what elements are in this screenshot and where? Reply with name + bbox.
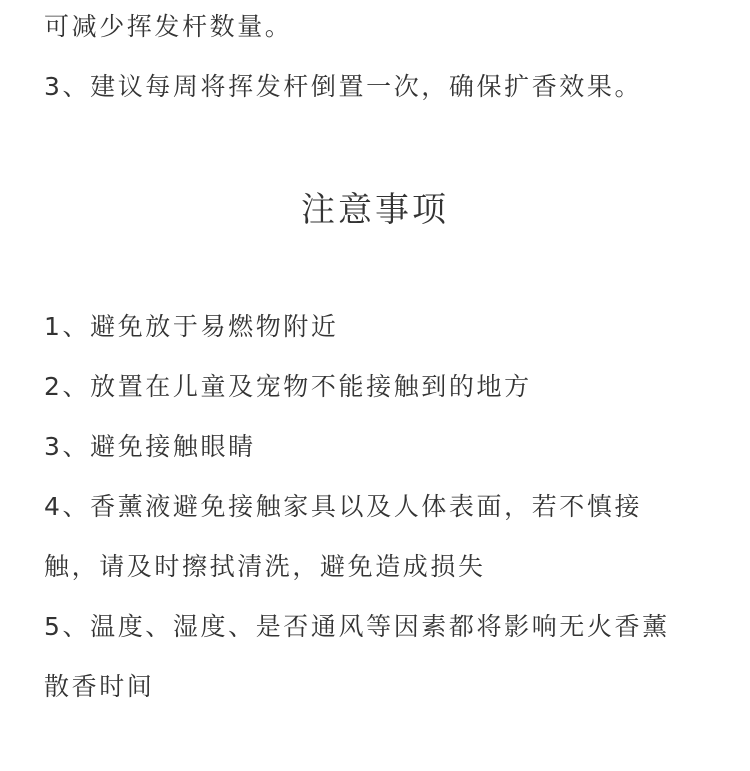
note-item-5-line-2: 散香时间: [44, 672, 155, 701]
note-item-3: 3、避免接触眼睛: [44, 432, 256, 461]
note-item-2: 2、放置在儿童及宠物不能接触到的地方: [44, 372, 532, 401]
note-item-4-line-1: 4、香薰液避免接触家具以及人体表面，若不慎接: [44, 492, 643, 521]
note-item-4-line-2: 触，请及时擦拭清洗，避免造成损失: [44, 552, 486, 581]
usage-tip-3: 3、建议每周将挥发杆倒置一次，确保扩香效果。: [44, 72, 643, 101]
usage-continuation-text: 可减少挥发杆数量。: [44, 12, 293, 41]
note-item-1: 1、避免放于易燃物附近: [44, 312, 339, 341]
note-item-5-line-1: 5、温度、湿度、是否通风等因素都将影响无火香薰: [44, 612, 670, 641]
section-title: 注意事项: [301, 190, 449, 230]
